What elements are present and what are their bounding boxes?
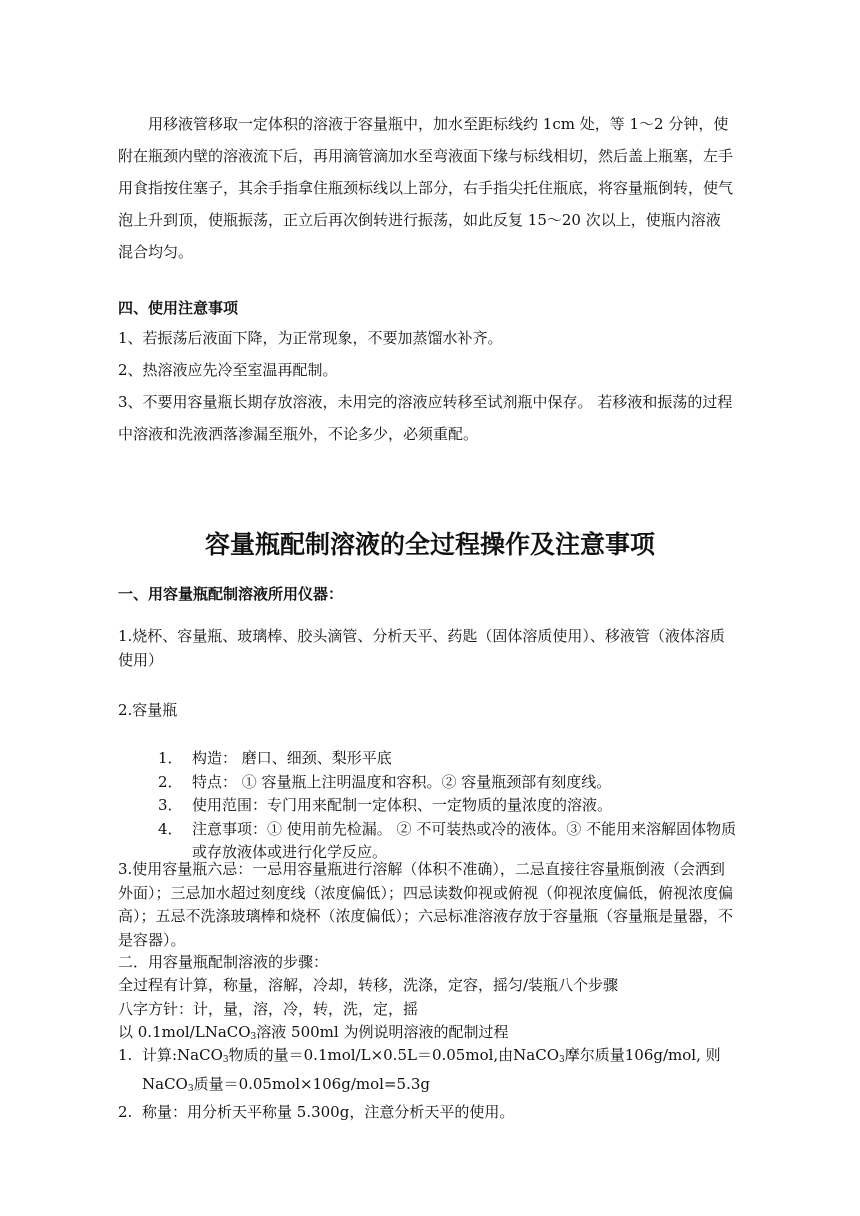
list-item: 2. 称量：用分析天平称量 5.300g，注意分析天平的使用。 [118, 1103, 515, 1121]
section4-heading: 四、使用注意事项 [118, 299, 239, 317]
intro-paragraph: 用移液管移取一定体积的溶液于容量瓶中，加水至距标线约 1cm 处，等 1～2 分钟，使附在瓶颈内壁的溶液流下后，再用滴管滴加水至弯液面下缘与标线相切，然后盖上瓶塞，左手用食指按住塞子，其余手指拿住瓶颈标线以上部分，右手指尖托住瓶底，将容量瓶倒转，使气泡上升到顶，使瓶振荡，正立后再次倒转进行振荡，如此反复 15～20 次以上，使瓶内溶液混合均匀。 [118, 115, 734, 261]
section4-item-2: 2、热溶液应先冷至室温再配制。 [118, 361, 338, 379]
section4-item-1: 1、若振荡后液面下降，为正常现象，不要加蒸馏水补齐。 [118, 329, 503, 347]
part2-heading: 二．用容量瓶配制溶液的步骤： [118, 953, 329, 971]
container-features-list [158, 747, 738, 865]
part2-example: 以 0.1mol/LNaCO$_3$溶液 500ml 为例说明溶液的配制过程 [118, 1023, 509, 1042]
section4-item-3: 3、不要用容量瓶长期存放溶液，未用完的溶液应转移至试剂瓶中保存。 若移液和振荡的过程中溶液和洗液洒落渗漏至瓶外，不论多少，必须重配。 [118, 393, 733, 443]
list-item: 4． 注意事项：① 使用前先检漏。 ② 不可装热或冷的液体。③ 不能用来溶解固体物质或存放液体或进行化学反应。 [158, 819, 737, 861]
part1-item1: 1.烧杯、容量瓶、玻璃棒、胶头滴管、分析天平、药匙（固体溶质使用）、移液管（液体溶质使用） [118, 627, 725, 669]
part1-item3: 3.使用容量瓶六忌：一忌用容量瓶进行溶解（体积不准确），二忌直接往容量瓶倒液（会洒到外面）；三忌加水超过刻度线（浓度偏低）；四忌读数仰视或俯视（仰视浓度偏低，俯视浓度偏高）；五忌不洗涤玻璃棒和烧杯（浓度偏低）；六忌标准溶液存放于容量瓶（容量瓶是量器，不是容器）。 [118, 860, 734, 949]
list-item: 1. 计算:NaCO$_3$物质的量＝0.1mol/L×0.5L＝0.05mol,由NaCO$_3$摩尔质量106g/mol, 则NaCO$_3$质量＝0.05mol×106g/mol=5.3g [118, 1046, 721, 1094]
part1-heading: 一、用容量瓶配制溶液所用仪器： [118, 585, 344, 603]
list-item: 1． 构造： 磨口、细颈、梨形平底 [158, 749, 392, 767]
list-item: 2． 特点： ① 容量瓶上注明温度和容积。② 容量瓶颈部有刻度线。 [158, 772, 612, 791]
main-title: 容量瓶配制溶液的全过程操作及注意事项 [204, 530, 655, 559]
part2-line2: 八字方针：计，量，溶，冷，转，洗，定，摇 [118, 1000, 419, 1018]
procedure-steps-list [118, 1044, 736, 1125]
part2-line1: 全过程有计算，称量，溶解，冷却，转移，洗涤，定容，摇匀/装瓶八个步骤 [118, 976, 619, 994]
part1-item2: 2.容量瓶 [118, 701, 178, 719]
list-item: 3． 使用范围：专门用来配制一定体积、一定物质的量浓度的溶液。 [158, 796, 613, 814]
